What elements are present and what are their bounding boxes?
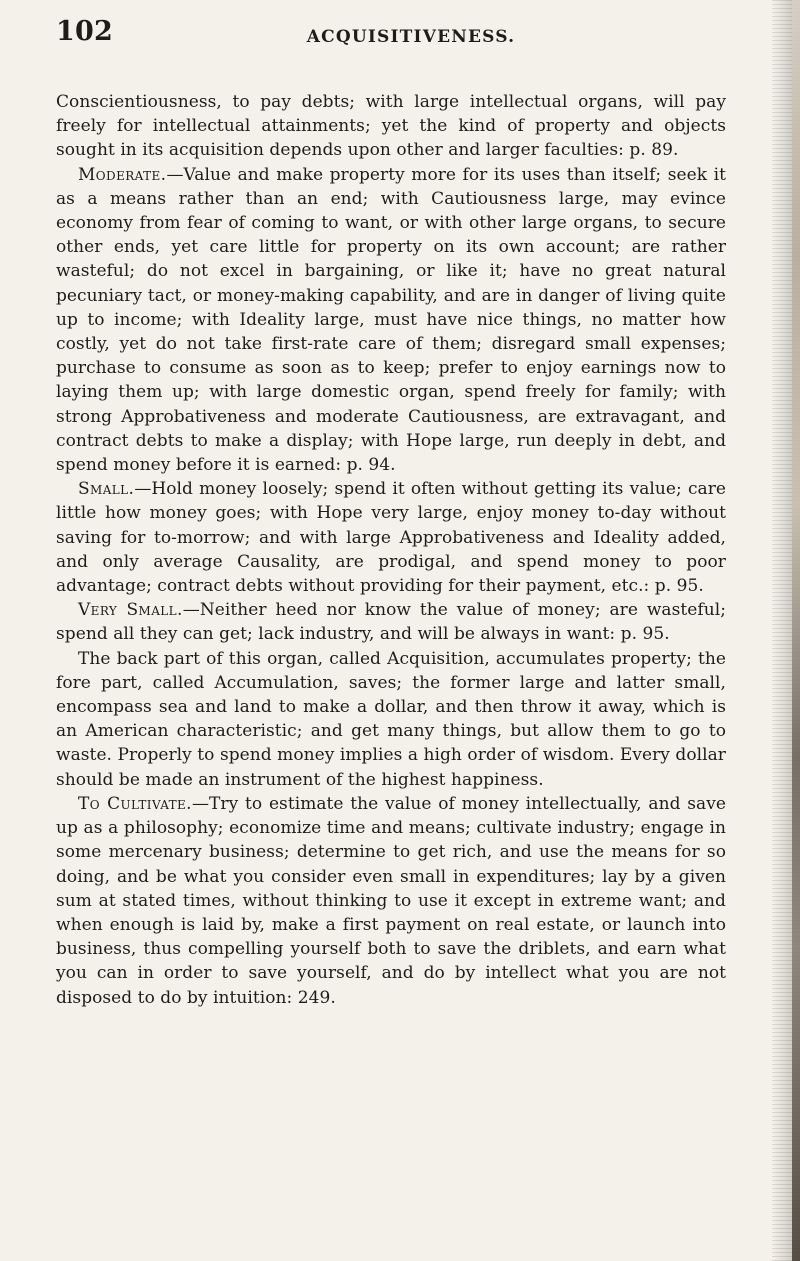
page-header	[56, 18, 726, 80]
paragraph-3-lead: Small.	[78, 479, 135, 500]
paragraph-3	[56, 477, 726, 598]
paragraph-3-text: —Hold money loosely; spend it often without getting its value; care little how money goes; with Hope very large, enjoy money to-day without saving for to-morrow; and with large Approbativeness and Ideality added, and only average Causality, are prodigal, and spend money to poor advantage; contract debts without providing for their payment, etc.: p. 95.	[56, 479, 726, 597]
paragraph-6	[56, 792, 726, 1010]
paragraph-1	[56, 90, 726, 163]
paragraph-6-text: —Try to estimate the value of money intellectually, and save up as a philosophy; economize time and means; cultivate industry; engage in some mercenary business; determine to get rich, and use the means for so doing, and be what you consider even small in expenditures; lay by a given sum at stated times, without thinking to use it except in extreme want; and when enough is laid by, make a first payment on real estate, or launch into business, thus compelling yourself both to save the driblets, and earn what you can in order to save yourself, and do by intellect what you are not disposed to do by intuition: 249.	[56, 793, 726, 1008]
paragraph-2-lead: Moderate.	[78, 164, 167, 185]
paragraph-2-text: —Value and make property more for its uses than itself; seek it as a means rather than an end; with Cautiousness large, may evince economy from fear of coming to want, or with other large organs, to secure other ends, yet care little for property on its own account; are rather wasteful; do not excel in bargaining, or like it; have no great natural pecuniary tact, or money-making capability, and are in danger of living quite up to income; with Ideality large, must have nice things, no matter how costly, yet do not take first-rate care of them; disregard small expenses; purchase to consume as soon as to keep; prefer to enjoy earnings now to laying them up; with large domestic organ, spend freely for family; with strong Approbativeness and moderate Cautiousness, are extravagant, and contract debts to make a display; with Hope large, run deeply in debt, and spend money before it is earned: p. 94.	[56, 164, 726, 476]
paragraph-5	[56, 647, 726, 792]
paragraph-4	[56, 598, 726, 646]
paragraph-4-lead: Very Small.	[78, 600, 183, 621]
paragraph-1-text: Conscientiousness, to pay debts; with large intellectual organs, will pay freely for intellectual attainments; yet the kind of property and objects sought in its acquisition depends upon other and larger faculties: p. 89.	[56, 92, 726, 161]
running-head: ACQUISITIVENESS.	[306, 27, 516, 47]
paragraph-6-lead: To Cultivate.	[78, 793, 192, 814]
paragraph-4-text: —Neither heed nor know the value of money; are wasteful; spend all they can get; lack industry, and will be always in want: p. 95.	[56, 600, 726, 645]
paragraph-5-text: The back part of this organ, called Acquisition, accumulates property; the fore part, called Accumulation, saves; the former large and latter small, encompass sea and land to make a dollar, and then throw it away, which is an American characteristic; and get many things, but allow them to go to waste. Properly to spend money implies a high order of wisdom. Every dollar should be made an instrument of the highest happiness.	[56, 648, 726, 790]
paragraph-2	[56, 163, 726, 478]
page-body	[56, 90, 726, 1010]
page-number: 102	[56, 16, 113, 47]
